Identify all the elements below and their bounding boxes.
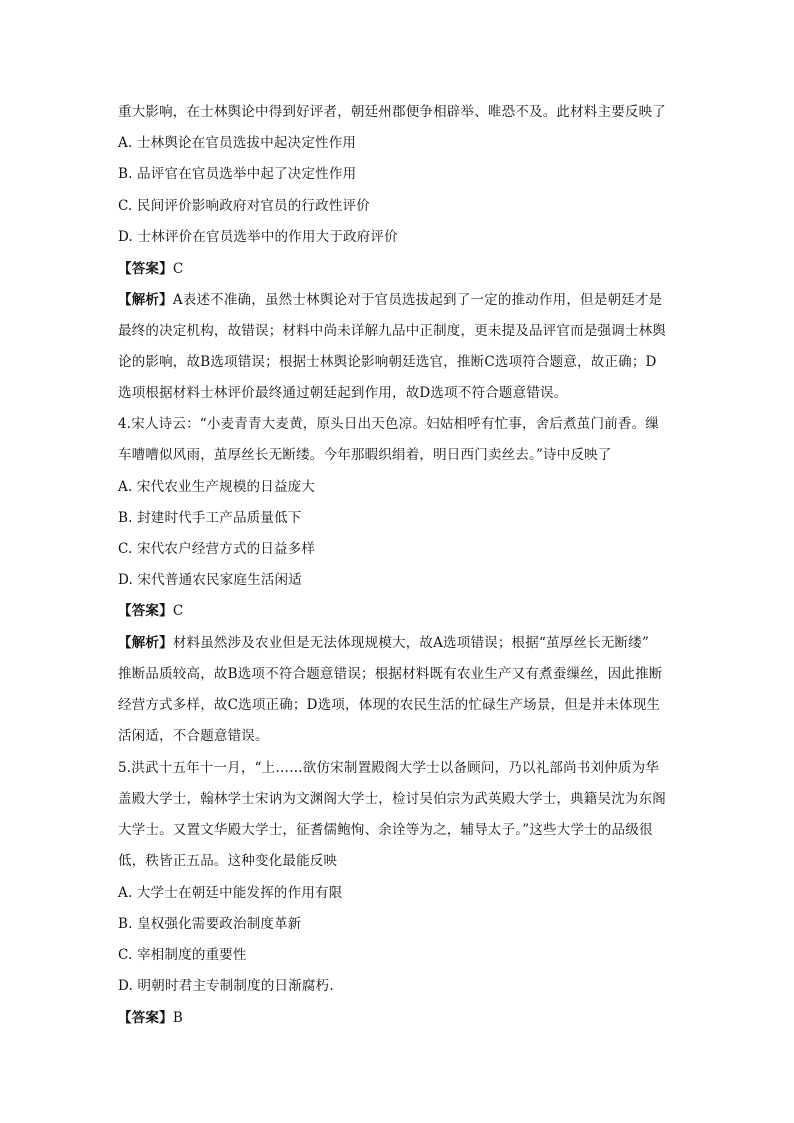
q5-stem-line-3: 大学士。又置文华殿大学士，征耆儒鲍恂、余诠等为之，辅导太子。”这些大学士的品级很: [118, 822, 653, 838]
q4-answer: [118, 602, 678, 620]
analysis-label: 【解析】: [118, 635, 173, 651]
q4-analysis-line-3: 经营方式多样，故C选项正确；D选项，体现的农民生活的忙碌生产场景，但是并未体现生: [118, 697, 661, 713]
q5-option-c: C. 宰相制度的重要性: [118, 947, 247, 963]
q4-option-b: B. 封建时代手工产品质量低下: [118, 510, 302, 526]
answer-value: C: [172, 603, 184, 619]
q5-option-a: A. 大学士在朝廷中能发挥的作用有限: [118, 885, 343, 901]
q3-stem-tail: 重大影响，在士林舆论中得到好评者，朝廷州郡便争相辟举、唯恐不及。此材料主要反映了: [118, 104, 666, 120]
answer-value: C: [172, 261, 184, 277]
q3-option-b: B. 品评官在官员选举中起了决定性作用: [118, 166, 357, 182]
q4-analysis-line-1: [118, 634, 678, 652]
answer-label: 【答案】: [118, 261, 173, 277]
analysis-label: 【解析】: [118, 292, 173, 308]
q5-stem-line-1: 5.洪武十五年十一月，“上……欲仿宋制置殿阁大学士以备顾问，乃以礼部尚书刘仲质为华: [118, 760, 659, 776]
q4-option-a: A. 宋代农业生产规模的日益庞大: [118, 479, 316, 495]
q3-analysis-line-2: 最终的决定机构，故错误；材料中尚未详解九品中正制度，更未提及品评官而是强调士林舆: [118, 323, 666, 339]
q3-option-c: C. 民间评价影响政府对官员的行政性评价: [118, 198, 370, 214]
q3-analysis-line-3: 论的影响，故B选项错误；根据士林舆论影响朝廷选官，推断C选项符合题意，故正确；D: [118, 354, 657, 370]
q3-analysis-line-1: [118, 291, 678, 309]
answer-label: 【答案】: [118, 603, 173, 619]
q3-option-a: A. 士林舆论在官员选拔中起决定性作用: [118, 135, 357, 151]
q4-option-d: D. 宋代普通农民家庭生活闲适: [118, 572, 302, 588]
q4-analysis-line-4: 活闲适，不合题意错误。: [118, 728, 269, 744]
q4-option-c: C. 宋代农户经营方式的日益多样: [118, 541, 316, 557]
q5-stem-line-4: 低，秩皆正五品。这种变化最能反映: [118, 853, 338, 869]
q4-stem-line-1: 4.宋人诗云：“小麦青青大麦黄，原头日出天色凉。妇姑相呼有忙事，舍后煮茧门前香。缫: [118, 416, 659, 432]
q3-answer: [118, 260, 678, 278]
q5-option-d: D. 明朝时君主专制制度的日渐腐朽.: [118, 978, 334, 994]
q3-option-d: D. 士林评价在官员选举中的作用大于政府评价: [118, 229, 398, 245]
answer-label: 【答案】: [118, 1010, 173, 1026]
q4-analysis-line-2: 推断品质较高，故B选项不符合题意错误；根据材料既有农业生产又有煮蚕缫丝，因此推断: [118, 666, 663, 682]
q5-stem-line-2: 盖殿大学士，翰林学士宋讷为文渊阁大学士，检讨吴伯宗为武英殿大学士，典籍吴沈为东阁: [118, 791, 666, 807]
q4-stem-line-2: 车嘈嘈似风雨，茧厚丝长无断缕。今年那暇织绢着，明日西门卖丝去。”诗中反映了: [118, 447, 612, 463]
q5-option-b: B. 皇权强化需要政治制度革新: [118, 916, 302, 932]
q3-analysis-line-4: 选项根据材料士林评价最终通过朝廷起到作用，故D选项不符合题意错误。: [118, 385, 568, 401]
analysis-text: A表述不准确，虽然士林舆论对于官员选拔起到了一定的推动作用，但是朝廷才是: [172, 292, 663, 308]
analysis-text: 材料虽然涉及农业但是无法体现规模大，故A选项错误；根据“茧厚丝长无断缕”: [172, 635, 650, 651]
answer-value: B: [172, 1010, 183, 1026]
q5-answer: [118, 1009, 678, 1027]
